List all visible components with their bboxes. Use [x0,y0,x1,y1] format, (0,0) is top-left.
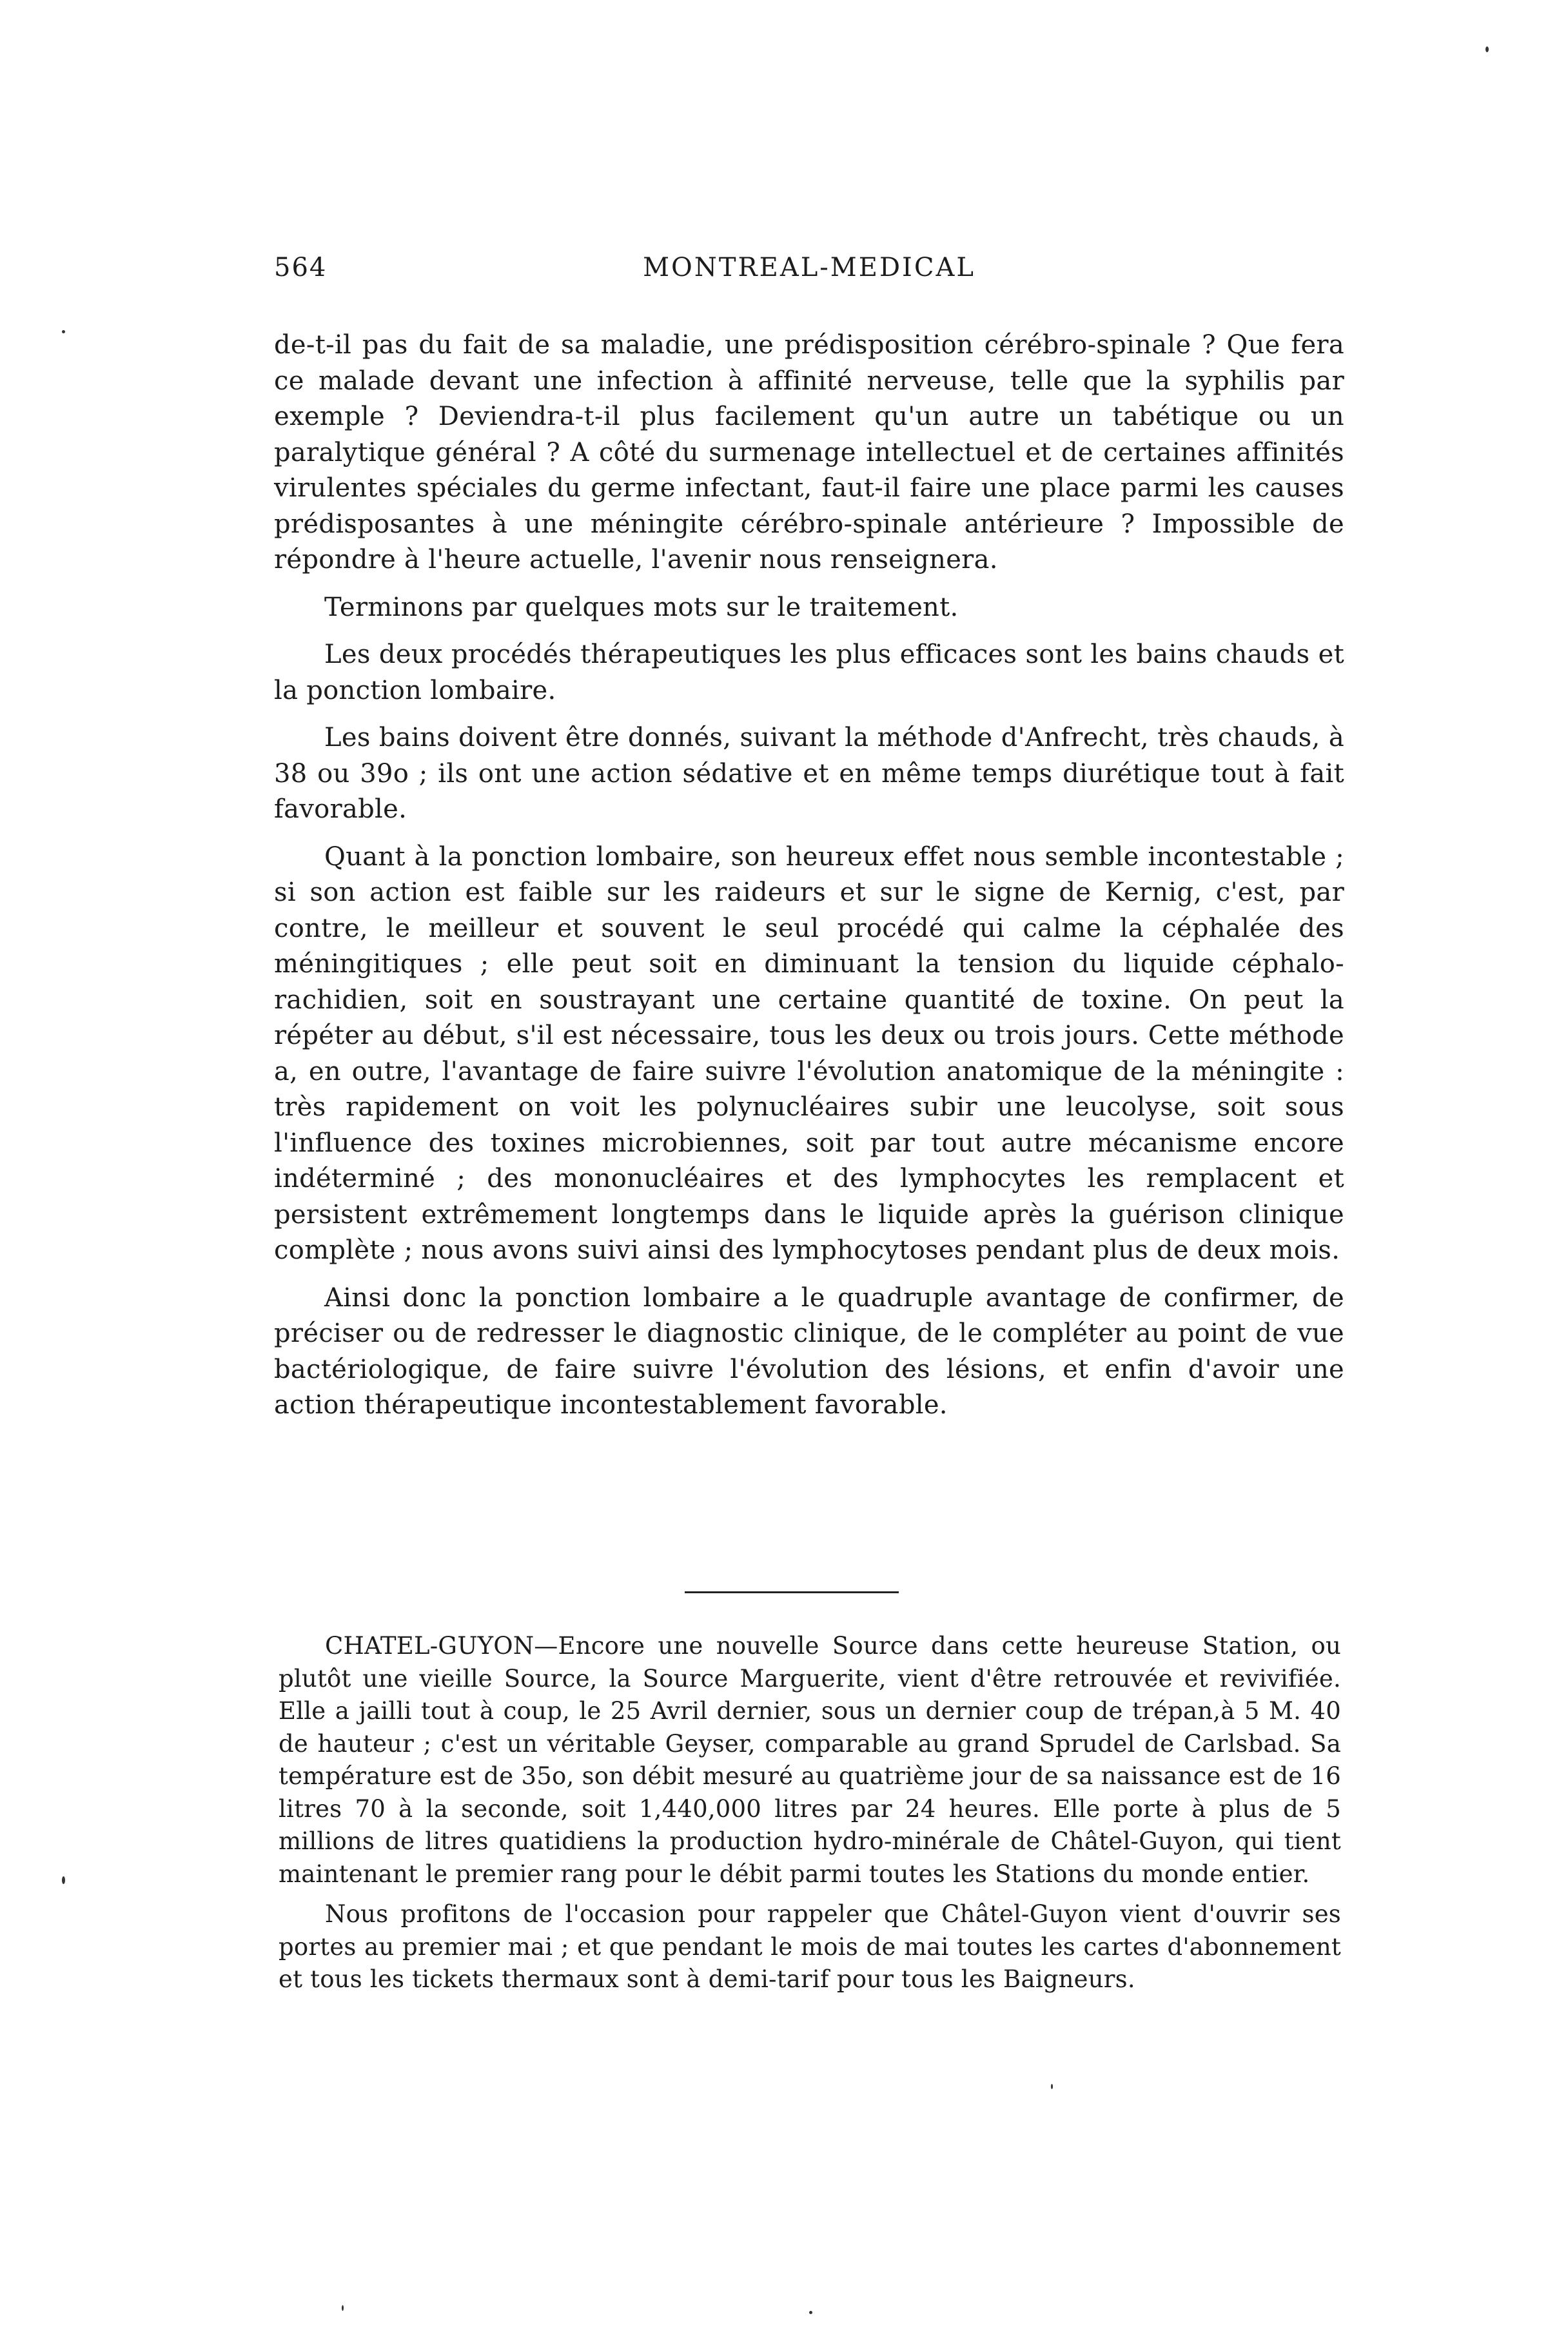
notice-paragraph: Nous profitons de l'occasion pour rappeler que Châtel-Guyon vient d'ouvrir ses portes au premier mai ; et que pendant le mois de mai toutes les cartes d'abonnement et tous les tickets thermaux sont à demi-tarif pour tous les Baigneurs. [279,1900,1341,1993]
chatel-guyon-notice [279,1630,1341,1996]
page-number: 564 [274,253,328,282]
scan-speck [809,2311,812,2314]
page-header [274,253,1344,291]
article-paragraph: Les deux procédés thérapeutiques les plus efficaces sont les bains chauds et la ponction lombaire. [274,640,1344,705]
article-paragraph: de-t-il pas du fait de sa maladie, une prédisposition cérébro-spinale ? Que fera ce malade devant une infection à affinité nerveuse, telle que la syphilis par exemple ? Deviendra-t-il plus facilement qu'un autre un tabétique ou un paralytique général ? A côté du surmenage intellectuel et de certaines affinités virulentes spéciales du germe infectant, faut-il faire une place parmi les causes prédisposantes à une méningite cérébro-spinale antérieure ? Impossible de répondre à l'heure actuelle, l'avenir nous renseignera. [274,330,1344,574]
article-paragraph: Les bains doivent être donnés, suivant la méthode d'Anfrecht, très chauds, à 38 ou 39o ; ils ont une action sédative et en même temps diurétique tout à fait favorable. [274,723,1344,824]
scan-speck [1485,46,1489,52]
article-body [274,328,1344,1424]
scan-speck [62,330,65,333]
article-paragraph: Quant à la ponction lombaire, son heureux effet nous semble incontestable ; si son action est faible sur les raideurs et sur le signe de Kernig, c'est, par contre, le meilleur et souvent le seul procédé qui calme la céphalée des méningitiques ; elle peut soit en diminuant la tension du liquide céphalo-rachidien, soit en soustrayant une certaine quantité de toxine. On peut la répéter au début, s'il est nécessaire, tous les deux ou trois jours. Cette méthode a, en outre, l'avantage de faire suivre l'évolution anatomique de la méningite : très rapidement on voit les polynucléaires subir une leucolyse, soit sous l'influence des toxines microbiennes, soit par tout autre mécanisme encore indéterminé ; des mononucléaires et des lymphocytes les remplacent et persistent extrêmement longtemps dans le liquide après la guérison clinique complète ; nous avons suivi ainsi des lymphocytoses pendant plus de deux mois. [274,841,1344,1265]
scan-speck [1051,2084,1053,2089]
notice-paragraph: CHATEL-GUYON—Encore une nouvelle Source dans cette heureuse Station, ou plutôt une vieille Source, la Source Marguerite, vient d'être retrouvée et revivifiée. Elle a jailli tout à coup, le 25 Avril dernier, sous un dernier coup de trépan,à 5 M. 40 de hauteur ; c'est un véritable Geyser, comparable au grand Sprudel de Carlsbad. Sa température est de 35o, son débit mesuré au quatrième jour de sa naissance est de 16 litres 70 à la seconde, soit 1,440,000 litres par 24 heures. Elle porte à plus de 5 millions de litres quatidiens la production hydro-minérale de Châtel-Guyon, qui tient maintenant le premier rang pour le débit parmi toutes les Stations du monde entier. [279,1632,1341,1888]
section-divider [685,1591,899,1593]
article-paragraph: Ainsi donc la ponction lombaire a le quadruple avantage de confirmer, de préciser ou de redresser le diagnostic clinique, de le compléter au point de vue bactériologique, de faire suivre l'évolution des lésions, et enfin d'avoir une action thérapeutique incontestablement favorable. [274,1282,1344,1420]
scan-speck [342,2305,344,2311]
article-paragraph: Terminons par quelques mots sur le traitement. [324,592,959,622]
running-title: MONTREAL-MEDICAL [643,253,975,282]
scan-speck [62,1876,65,1884]
